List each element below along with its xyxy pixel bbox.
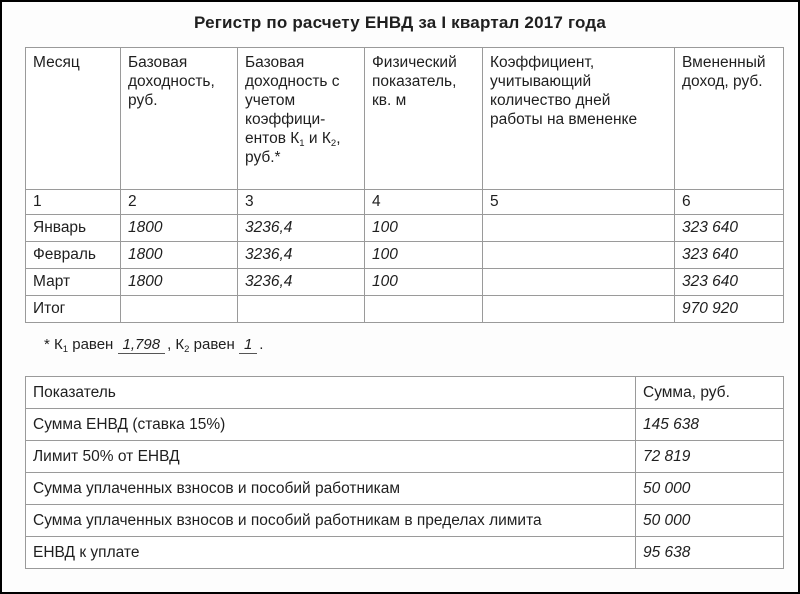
k2-label [175,336,189,353]
amount-cell: 95 638 [636,537,784,569]
header-adjusted-income-text2: и К [304,129,331,147]
base-income-cell: 1800 [121,242,238,269]
header-adjusted-income [238,48,365,190]
summary-row-envd-sum [26,409,784,441]
k2-subscript: 2 [184,344,190,355]
month-cell: Итог [26,296,121,323]
footnote-period: . [259,336,264,353]
k1-label [54,336,68,353]
physical-indicator-cell: 100 [365,242,483,269]
register-header-row [26,48,784,190]
amount-cell: 50 000 [636,505,784,537]
header-indicator: Показатель [26,377,636,409]
amount-cell: 145 638 [636,409,784,441]
coefficient-cell [483,242,675,269]
footnote-marker: * [44,336,50,353]
month-cell: Февраль [26,242,121,269]
imputed-income-cell: 323 640 [675,242,784,269]
register-row-march [26,269,784,296]
footnote [44,336,798,355]
physical-indicator-cell: 100 [365,215,483,242]
column-number-row [26,190,784,215]
summary-header-row [26,377,784,409]
register-table [25,47,784,323]
physical-indicator-cell: 100 [365,269,483,296]
k1-subscript: 1 [62,344,69,355]
register-row-february [26,242,784,269]
adjusted-income-cell [238,296,365,323]
register-row-january [26,215,784,242]
header-adjusted-income-text3: , руб.* [245,129,341,167]
header-month: Месяц [26,48,121,190]
summary-table [25,376,784,569]
month-cell: Март [26,269,121,296]
k2-name: К [175,336,185,353]
amount-cell: 50 000 [636,473,784,505]
column-number: 6 [675,190,784,215]
column-number: 5 [483,190,675,215]
coefficient-cell [483,215,675,242]
k1-verb: равен [72,336,114,353]
adjusted-income-cell: 3236,4 [238,242,365,269]
imputed-income-cell: 323 640 [675,215,784,242]
indicator-cell: Сумма ЕНВД (ставка 15%) [26,409,636,441]
k2-subscript: 2 [330,137,337,149]
coefficient-cell [483,296,675,323]
column-number: 3 [238,190,365,215]
summary-row-envd-payable [26,537,784,569]
footnote-separator: , [167,336,172,353]
indicator-cell: Сумма уплаченных взносов и пособий работникам в пределах лимита [26,505,636,537]
amount-cell: 72 819 [636,441,784,473]
physical-indicator-cell [365,296,483,323]
summary-row-limit [26,441,784,473]
adjusted-income-cell: 3236,4 [238,269,365,296]
header-coefficient: Коэффициент, учитывающий количество дней работы на вмененке [483,48,675,190]
header-amount: Сумма, руб. [636,377,784,409]
k1-value: 1,798 [118,336,166,354]
k1-name: К [54,336,63,353]
indicator-cell: Сумма уплаченных взносов и пособий работникам [26,473,636,505]
base-income-cell [121,296,238,323]
base-income-cell: 1800 [121,215,238,242]
register-row-total [26,296,784,323]
imputed-income-cell: 323 640 [675,269,784,296]
page-title: Регистр по расчету ЕНВД за I квартал 2017 года [193,13,607,32]
month-cell: Январь [26,215,121,242]
k1-subscript: 1 [299,137,305,149]
indicator-cell: Лимит 50% от ЕНВД [26,441,636,473]
base-income-cell: 1800 [121,269,238,296]
k2-verb: равен [193,336,235,353]
adjusted-income-cell: 3236,4 [238,215,365,242]
column-number: 4 [365,190,483,215]
header-imputed-income: Вмененный доход, руб. [675,48,784,190]
k2-value: 1 [239,336,257,354]
header-physical-indicator: Физический показатель, кв. м [365,48,483,190]
indicator-cell: ЕНВД к уплате [26,537,636,569]
column-number: 1 [26,190,121,215]
column-number: 2 [121,190,238,215]
header-adjusted-income-text: Базовая доходность с учетом коэффици-ентов К [245,54,340,147]
coefficient-cell [483,269,675,296]
imputed-income-cell: 970 920 [675,296,784,323]
summary-row-contributions [26,473,784,505]
header-base-income: Базовая доходность, руб. [121,48,238,190]
summary-row-contributions-within-limit [26,505,784,537]
